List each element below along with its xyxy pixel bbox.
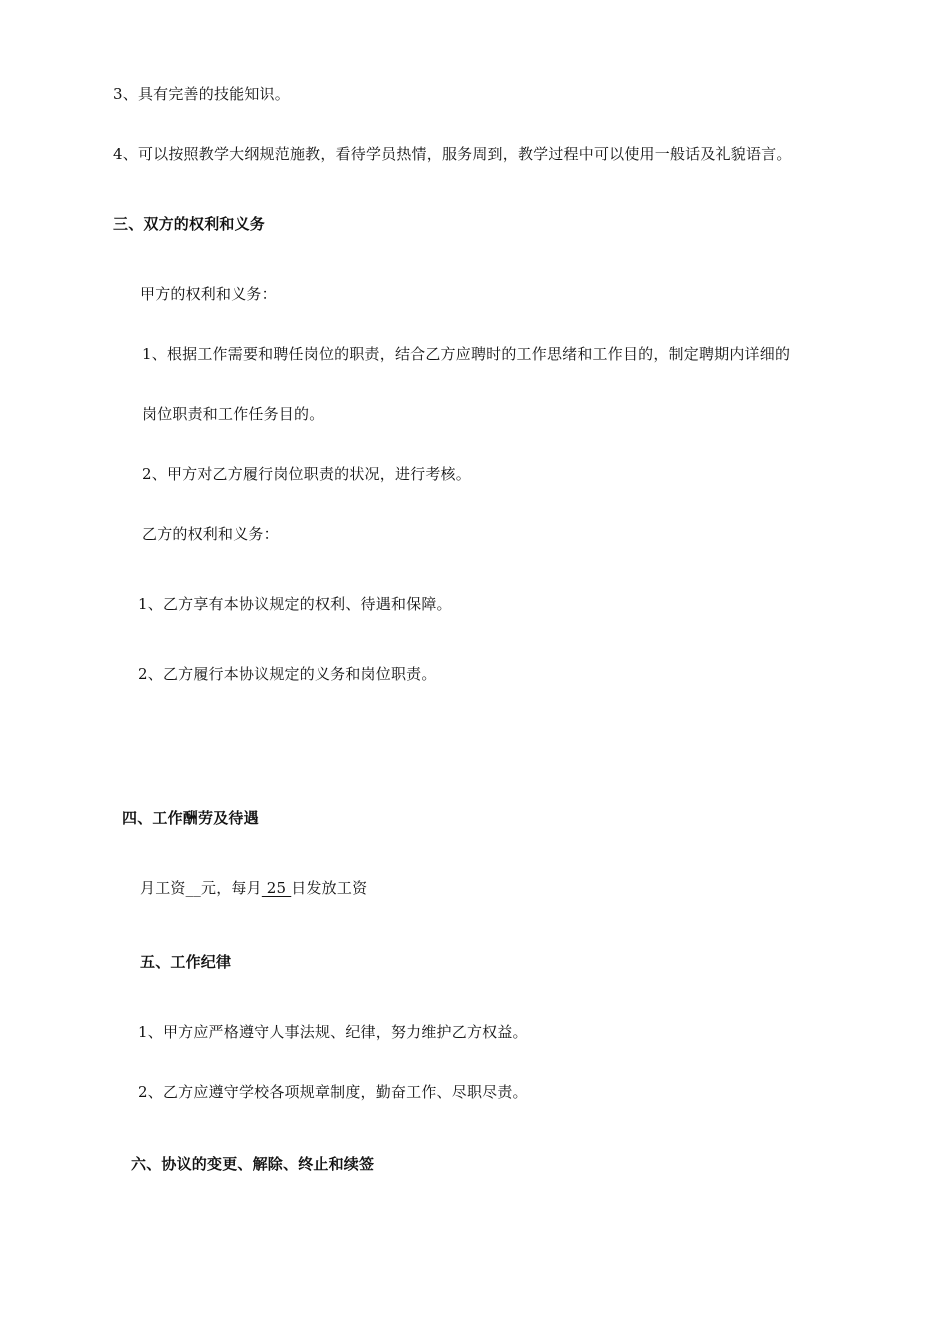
section-heading-discipline: 五、工作纪律 — [140, 953, 232, 971]
party-b-title: 乙方的权利和义务： — [142, 525, 279, 543]
salary-pay-day: 25 — [261, 879, 292, 897]
section-heading-compensation: 四、工作酬劳及待遇 — [122, 809, 259, 827]
paragraph-teaching-standard: 4、可以按照教学大纲规范施教，看待学员热情，服务周到，教学过程中可以使用一般话及礼貌语言。 — [113, 145, 792, 163]
party-b-item-1: 1、乙方享有本协议规定的权利、待遇和保障。 — [138, 595, 452, 613]
salary-prefix: 月工资 — [140, 879, 186, 897]
section-heading-rights-obligations: 三、双方的权利和义务 — [113, 215, 266, 233]
paragraph-skill-knowledge: 3、具有完善的技能知识。 — [113, 85, 290, 103]
section-heading-agreement-changes: 六、协议的变更、解除、终止和续签 — [131, 1155, 375, 1173]
discipline-item-1: 1、甲方应严格遵守人事法规、纪律，努力维护乙方权益。 — [138, 1023, 528, 1041]
party-a-title: 甲方的权利和义务： — [140, 285, 277, 303]
salary-amount-blank: __ — [185, 879, 202, 897]
salary-line — [140, 878, 367, 898]
salary-mid: 元，每月 — [201, 879, 262, 897]
discipline-item-2: 2、乙方应遵守学校各项规章制度，勤奋工作、尽职尽责。 — [138, 1083, 528, 1101]
party-a-item-1-line-2: 岗位职责和工作任务目的。 — [142, 405, 325, 423]
party-a-item-2: 2、甲方对乙方履行岗位职责的状况，进行考核。 — [142, 465, 471, 483]
party-b-item-2: 2、乙方履行本协议规定的义务和岗位职责。 — [138, 665, 437, 683]
salary-suffix: 日发放工资 — [291, 879, 368, 897]
party-a-item-1-line-1: 1、根据工作需要和聘任岗位的职责，结合乙方应聘时的工作思绪和工作目的，制定聘期内详细的 — [142, 345, 791, 363]
